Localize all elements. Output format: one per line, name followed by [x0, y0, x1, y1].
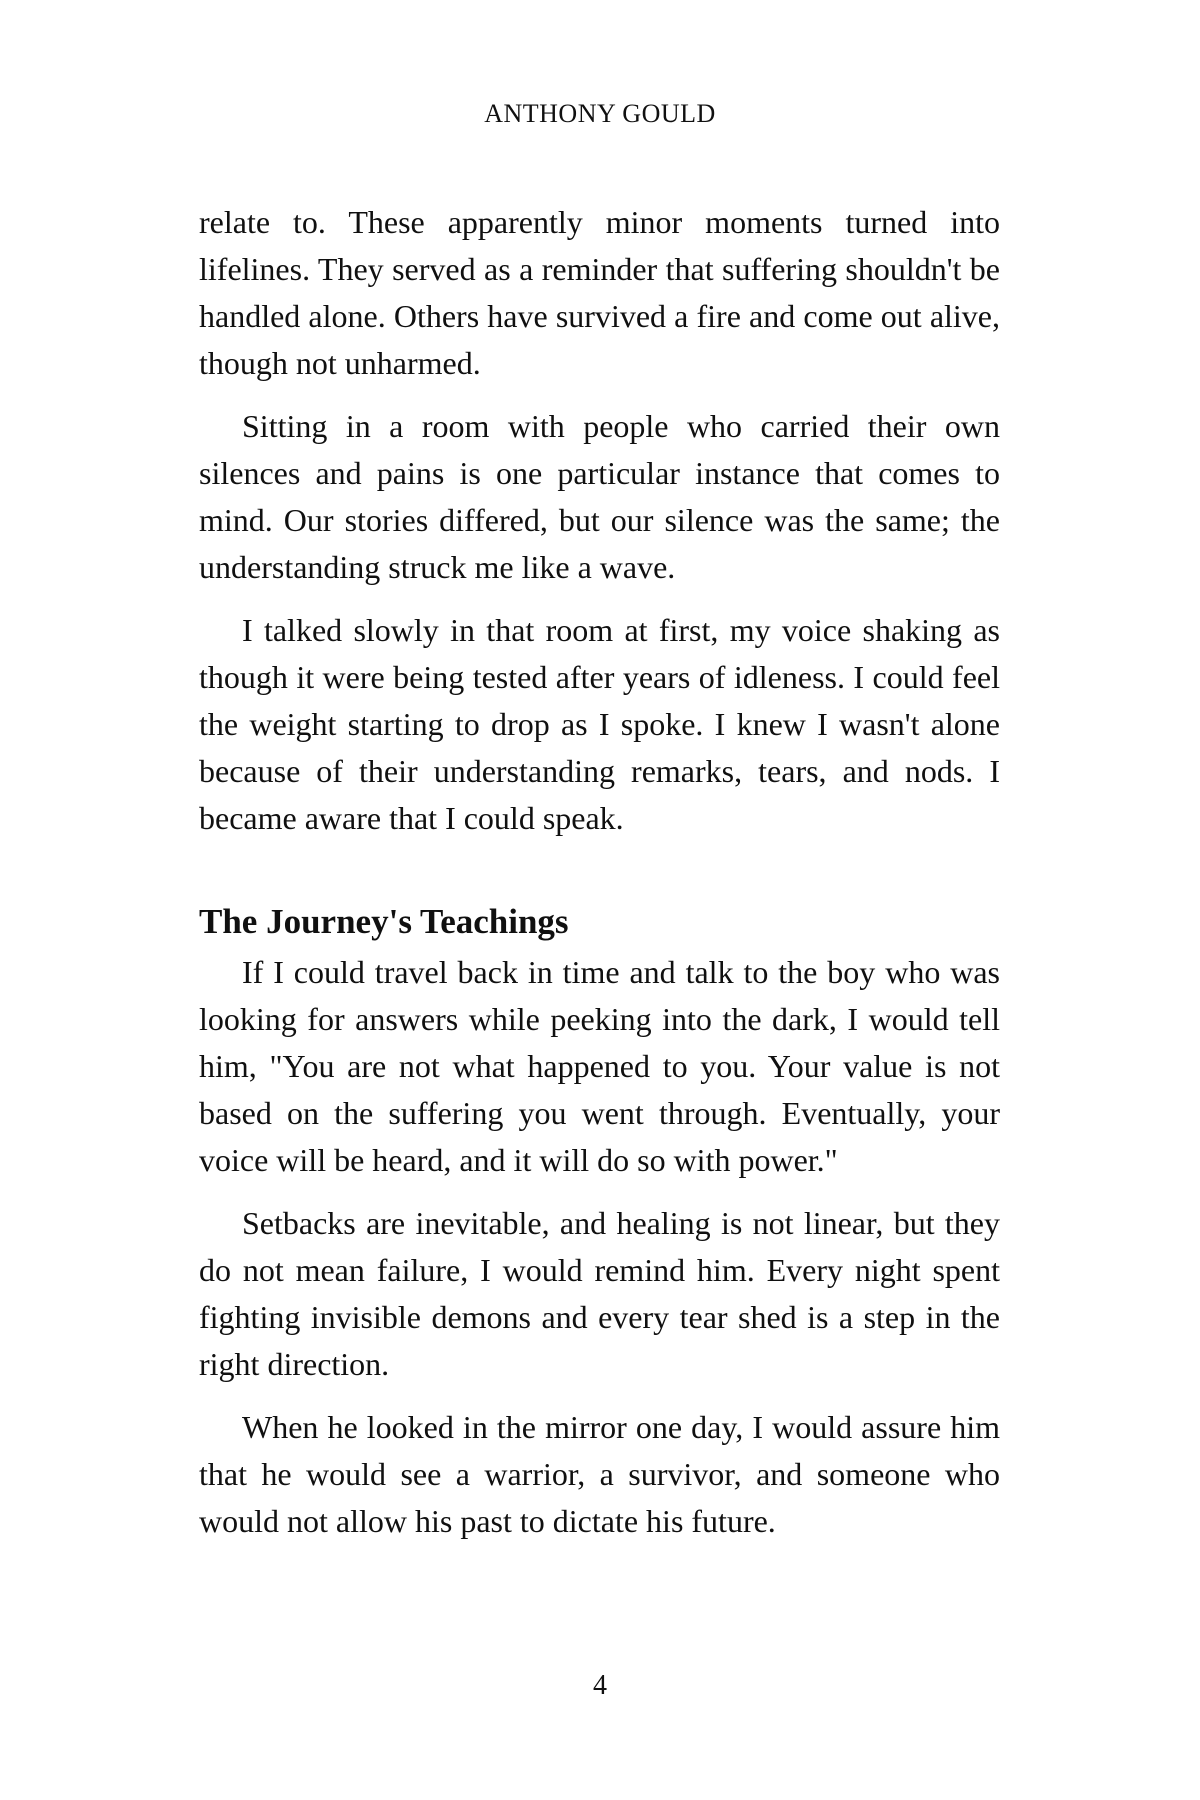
body-paragraph: If I could travel back in time and talk to the boy who was looking for answers while peeking into the dark, I would tell him, "You are not what happened to you. Your value is not based on the suffering you went through. Eventually, your voice will be heard, and it will do so with power." [199, 954, 1000, 1178]
body-paragraph: relate to. These apparently minor moments turned into lifelines. They served as a reminder that suffering shouldn't be handled alone. Others have survived a fire and come out alive, though not unharmed. [199, 204, 1000, 381]
running-header: ANTHONY GOULD [484, 99, 716, 128]
body-paragraph: Sitting in a room with people who carried their own silences and pains is one particular instance that comes to mind. Our stories differed, but our silence was the same; the understanding struck me like a wave. [199, 408, 1000, 585]
page-number: 4 [593, 1670, 607, 1701]
page-body-text [199, 199, 1000, 1545]
body-paragraph: I talked slowly in that room at first, my voice shaking as though it were being tested after years of idleness. I could feel the weight starting to drop as I spoke. I knew I wasn't alone because of their understanding remarks, tears, and nods. I became aware that I could speak. [199, 612, 1000, 836]
body-paragraph: When he looked in the mirror one day, I would assure him that he would see a warrior, a survivor, and someone who would not allow his past to dictate his future. [199, 1409, 1000, 1539]
body-paragraph: Setbacks are inevitable, and healing is not linear, but they do not mean failure, I would remind him. Every night spent fighting invisible demons and every tear shed is a step in the right direction. [199, 1205, 1000, 1382]
section-heading: The Journey's Teachings [199, 902, 569, 941]
